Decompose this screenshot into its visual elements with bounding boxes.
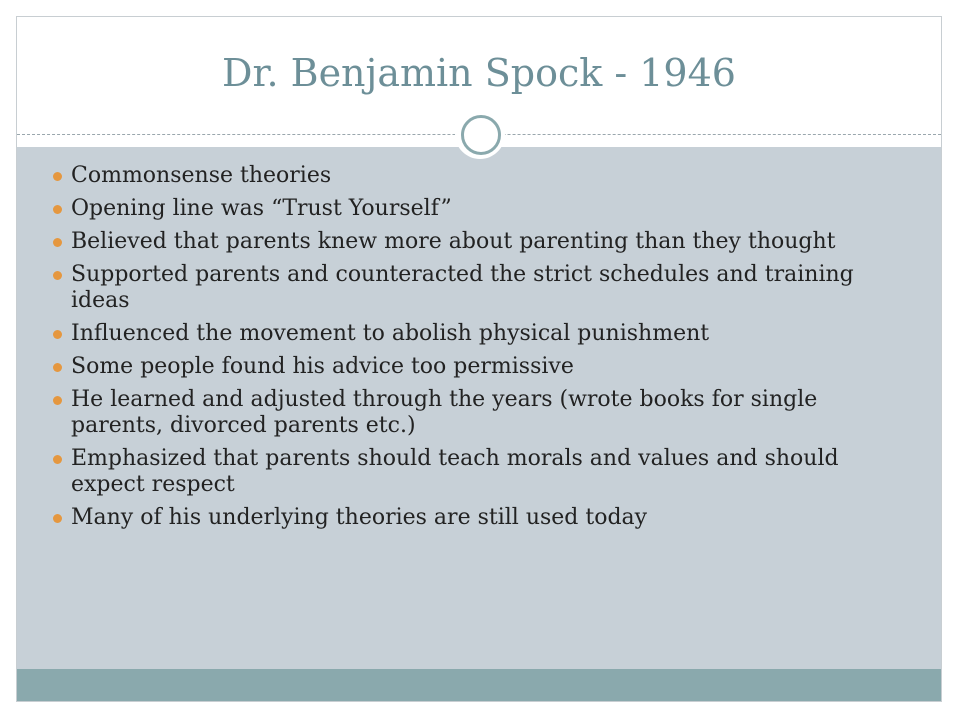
bullet-dot-icon — [53, 455, 62, 464]
bullet-text: Opening line was “Trust Yourself” — [71, 196, 452, 221]
content-area — [17, 147, 941, 671]
bullet-item — [53, 446, 903, 498]
bullet-dot-icon — [53, 271, 62, 280]
bullet-text: Commonsense theories — [71, 163, 332, 188]
bullet-dot-icon — [53, 514, 62, 523]
footer-accent-bar — [17, 669, 941, 701]
bullet-text: Some people found his advice too permissive — [71, 354, 574, 379]
bullet-dot-icon — [53, 363, 62, 372]
bullet-dot-icon — [53, 205, 62, 214]
bullet-dot-icon — [53, 330, 62, 339]
bullet-text: Believed that parents knew more about parenting than they thought — [71, 229, 836, 254]
slide — [16, 16, 942, 702]
bullet-text: Influenced the movement to abolish physical punishment — [71, 321, 710, 346]
bullet-item — [53, 262, 903, 314]
bullet-list — [53, 163, 903, 538]
bullet-item — [53, 163, 903, 189]
bullet-text: Supported parents and counteracted the strict schedules and training ideas — [71, 262, 854, 313]
bullet-text: Emphasized that parents should teach morals and values and should expect respect — [71, 446, 839, 497]
bullet-item — [53, 229, 903, 255]
bullet-item — [53, 321, 903, 347]
bullet-item — [53, 354, 903, 380]
bullet-dot-icon — [53, 172, 62, 181]
ring-inner — [461, 115, 501, 155]
ring-ornament-icon — [455, 109, 505, 159]
slide-title: Dr. Benjamin Spock - 1946 — [222, 51, 736, 95]
bullet-text: Many of his underlying theories are still used today — [71, 505, 648, 530]
bullet-text: He learned and adjusted through the years (wrote books for single parents, divorced parents etc.) — [71, 387, 818, 438]
bullet-dot-icon — [53, 396, 62, 405]
bullet-dot-icon — [53, 238, 62, 247]
bullet-item — [53, 196, 903, 222]
bullet-item — [53, 387, 903, 439]
bullet-item — [53, 505, 903, 531]
